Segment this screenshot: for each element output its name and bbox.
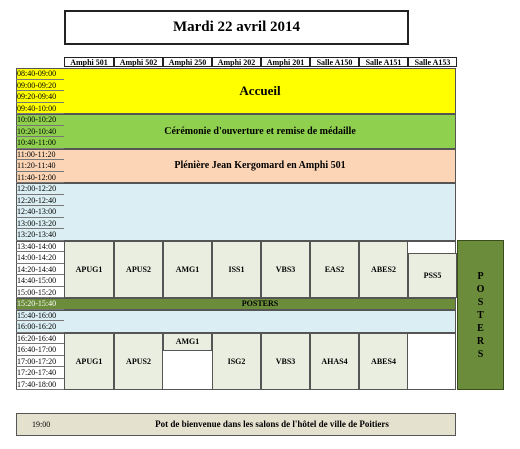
page-title: [64, 10, 409, 45]
session1-slot: 14:20-14:40: [16, 264, 64, 276]
session-pss5-1: PSS5: [408, 253, 457, 299]
session-apus2-2: APUS2: [114, 333, 163, 391]
session-amg1-2: AMG1: [163, 333, 212, 351]
room-header-7: Salle A153: [408, 57, 457, 67]
accueil-label: Accueil: [239, 83, 281, 98]
pleniere-slot: 11:00-11:20: [16, 149, 64, 161]
pleniere-slot: 11:20-11:40: [16, 160, 64, 172]
session2-slot: 16:40-17:00: [16, 344, 64, 356]
footer-time: 19:00: [32, 420, 51, 429]
session-ahas4-2: AHAS4: [310, 333, 359, 391]
ceremonie-slot: 10:20-10:40: [16, 126, 64, 138]
posters-letter: P: [477, 270, 484, 282]
room-header-1: Amphi 502: [114, 57, 163, 67]
accueil-slot: 09:20-09:40: [16, 91, 64, 103]
lunch-slot: 12:00-12:20: [16, 183, 64, 195]
lunch-slot: 12:20-12:40: [16, 195, 64, 207]
ceremonie-label: Cérémonie d'ouverture et remise de médaille: [164, 125, 356, 137]
session-apug1-1: APUG1: [64, 241, 114, 299]
room-header-0: Amphi 501: [64, 57, 114, 67]
accueil-slot: 08:40-09:00: [16, 68, 64, 80]
ceremonie-slot: 10:40-11:00: [16, 137, 64, 149]
posters-row-label: POSTERS: [241, 299, 279, 309]
session-vbs3-1: VBS3: [261, 241, 310, 299]
session2-slot: 17:20-17:40: [16, 367, 64, 379]
accueil-slot: 09:40-10:00: [16, 103, 64, 115]
session2-slot: 17:00-17:20: [16, 356, 64, 368]
session-apus2-1: APUS2: [114, 241, 163, 299]
room-header-2: Amphi 250: [163, 57, 212, 67]
lunch-slot: 13:00-13:20: [16, 218, 64, 230]
ceremonie-slot: 10:00-10:20: [16, 114, 64, 126]
pleniere-slot: 11:40-12:00: [16, 172, 64, 184]
room-header-4: Amphi 201: [261, 57, 310, 67]
pause-band: [16, 310, 456, 333]
lunch-band: [16, 183, 456, 241]
lunch-slot: 13:20-13:40: [16, 229, 64, 241]
session2-slot: 17:40-18:00: [16, 379, 64, 391]
session-vbs3-2: VBS3: [261, 333, 310, 391]
pause-slot: 15:40-16:00: [16, 310, 64, 322]
session-abes4-2: ABES4: [359, 333, 408, 391]
session-apug1-2: APUG1: [64, 333, 114, 391]
posters-letter: E: [477, 322, 484, 334]
room-header-6: Salle A151: [359, 57, 408, 67]
posters-side-panel: [457, 240, 504, 390]
session-eas2-1: EAS2: [310, 241, 359, 299]
footer-text: Pot de bienvenue dans les salons de l'hôtel de ville de Poitiers: [155, 419, 389, 429]
room-header-3: Amphi 202: [212, 57, 261, 67]
lunch-slot: 12:40-13:00: [16, 206, 64, 218]
session1-slot: 13:40-14:00: [16, 241, 64, 253]
session-abes2-1: ABES2: [359, 241, 408, 299]
session1-slot: 14:40-15:00: [16, 275, 64, 287]
session1-slot: 15:00-15:20: [16, 287, 64, 299]
room-header-5: Salle A150: [310, 57, 359, 67]
session1-slot: 14:00-14:20: [16, 252, 64, 264]
session-amg1-1: AMG1: [163, 241, 212, 299]
footer-bar: [16, 413, 456, 436]
title-text: Mardi 22 avril 2014: [172, 19, 301, 35]
accueil-slot: 09:00-09:20: [16, 80, 64, 92]
pause-slot: 16:00-16:20: [16, 321, 64, 333]
posters-letter: S: [477, 296, 484, 308]
posters-vertical-label: [477, 270, 485, 361]
posters-letter: T: [477, 309, 484, 321]
session-isg2-2: ISG2: [212, 333, 261, 391]
pleniere-label: Plénière Jean Kergomard en Amphi 501: [174, 160, 346, 172]
posters-row-slot: 15:20-15:40: [16, 298, 64, 310]
session2-slot: 16:20-16:40: [16, 333, 64, 345]
posters-letter: O: [476, 283, 485, 295]
posters-letter: R: [476, 335, 485, 347]
posters-letter: S: [477, 348, 484, 360]
session-iss1-1: ISS1: [212, 241, 261, 299]
